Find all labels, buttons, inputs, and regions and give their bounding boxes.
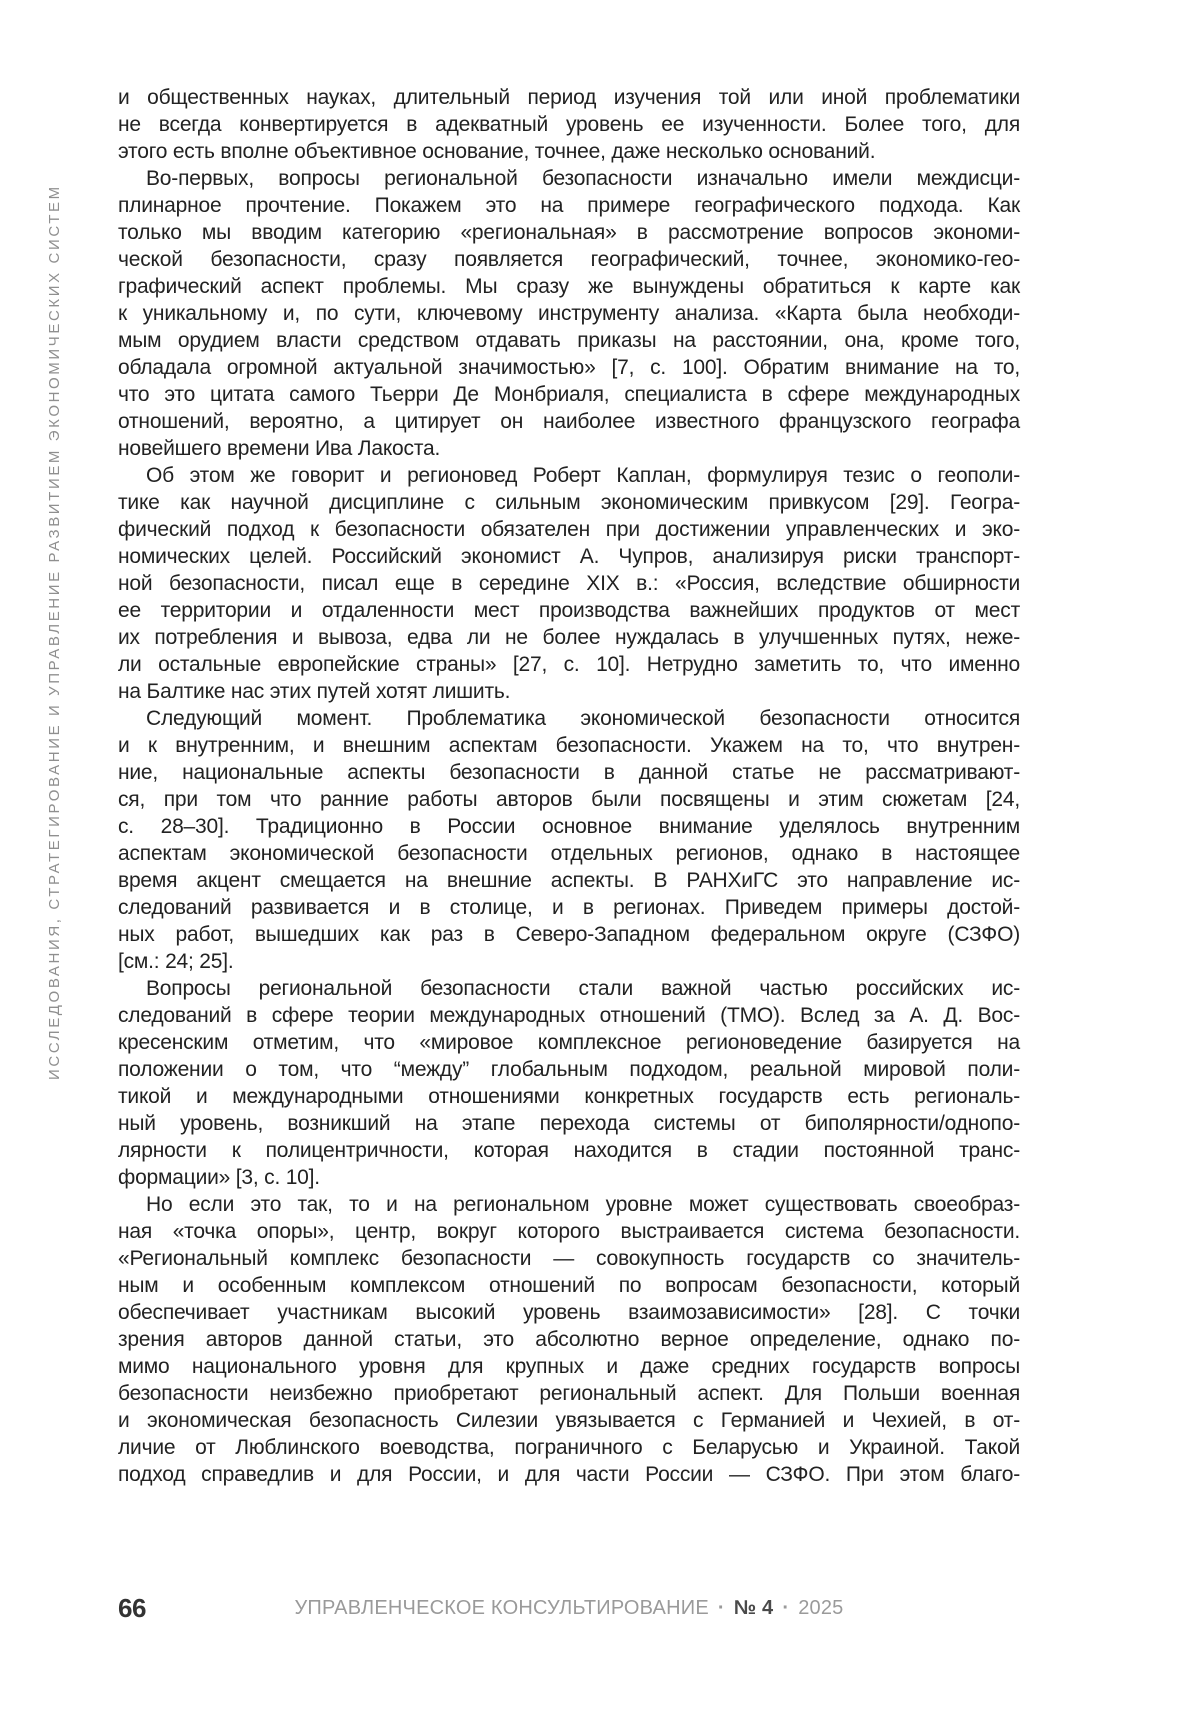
text-line: ной безопасности, писал еще в середине XIX в.: «Россия, вследствие обширности [118, 572, 1020, 595]
text-line: только мы вводим категорию «региональная» в рассмотрение вопросов экономи- [118, 221, 1020, 244]
text-line: этого есть вполне объективное основание, точнее, даже несколько оснований. [118, 140, 876, 163]
text-line: Но если это так, то и на региональном уровне может существовать своеобраз- [146, 1193, 1020, 1216]
text-line: Об этом же говорит и регионовед Роберт Каплан, формулируя тезис о геополи- [146, 464, 1020, 487]
text-line: формации» [3, с. 10]. [118, 1166, 320, 1189]
text-line: тике как научной дисциплине с сильным экономическим привкусом [29]. Геогра- [118, 491, 1020, 514]
text-line: безопасности неизбежно приобретают региональный аспект. Для Польши военная [118, 1382, 1020, 1405]
sidebar-rubric-label: ИССЛЕДОВАНИЯ, СТРАТЕГИРОВАНИЕ И УПРАВЛЕНИЕ РАЗВИТИЕМ ЭКОНОМИЧЕСКИХ СИСТЕМ [46, 184, 63, 1080]
text-line: подход справедлив и для России, и для части России — СЗФО. При этом благо- [118, 1463, 1020, 1486]
text-line: ли остальные европейские страны» [27, с. 10]. Нетрудно заметить то, что именно [118, 653, 1020, 676]
separator-dot: · [782, 1597, 790, 1619]
journal-title: УПРАВЛЕНЧЕСКОЕ КОНСУЛЬТИРОВАНИЕ [294, 1597, 709, 1619]
journal-issue: № 4 [733, 1597, 774, 1619]
text-line: не всегда конвертируется в адекватный уровень ее изученности. Более того, для [118, 113, 1020, 136]
text-line: ная «точка опоры», центр, вокруг которого выстраивается система безопасности. [118, 1220, 1020, 1243]
text-line: и общественных науках, длительный период изучения той или иной проблематики [118, 86, 1020, 109]
text-line: графический аспект проблемы. Мы сразу же вынуждены обратиться к карте как [118, 275, 1020, 298]
journal-year: 2025 [798, 1597, 844, 1619]
text-line: ние, национальные аспекты безопасности в данной статье не рассматривают- [118, 761, 1020, 784]
text-line: лярности к полицентричности, которая находится в стадии постоянной транс- [118, 1139, 1020, 1162]
text-line: аспектам экономической безопасности отдельных регионов, однако в настоящее [118, 842, 1020, 865]
text-line: зрения авторов данной статьи, это абсолютно верное определение, однако по- [118, 1328, 1020, 1351]
text-line: что это цитата самого Тьерри Де Монбриаля, специалиста в сфере международных [118, 383, 1020, 406]
text-line: время акцент смещается на внешние аспекты. В РАНХиГС это направление ис- [118, 869, 1020, 892]
text-line: плинарное прочтение. Покажем это на примере географического подхода. Как [118, 194, 1020, 217]
text-line: Следующий момент. Проблематика экономической безопасности относится [146, 707, 1020, 730]
text-line: ных работ, вышедших как раз в Северо-Западном федеральном округе (СЗФО) [118, 923, 1020, 946]
text-line: ческой безопасности, сразу появляется географический, точнее, экономико-гео- [118, 248, 1020, 271]
text-line: ным и особенным комплексом отношений по вопросам безопасности, который [118, 1274, 1020, 1297]
text-line: «Региональный комплекс безопасности — совокупность государств со значитель- [118, 1247, 1020, 1270]
article-text [118, 84, 1020, 1488]
text-line: личие от Люблинского воеводства, пограничного с Беларусью и Украиной. Такой [118, 1436, 1020, 1459]
text-line: кресенским отметим, что «мировое комплексное регионоведение базируется на [118, 1031, 1020, 1054]
text-line: фический подход к безопасности обязателен при достижении управленческих и эко- [118, 518, 1020, 541]
text-line: ный уровень, возникший на этапе перехода системы от биполярности/однопо- [118, 1112, 1020, 1135]
text-line: [см.: 24; 25]. [118, 950, 234, 973]
journal-footer-line [118, 1597, 1020, 1620]
text-line: мимо национального уровня для крупных и даже средних государств вопросы [118, 1355, 1020, 1378]
text-line: мым орудием власти средством отдавать приказы на расстоянии, она, кроме того, [118, 329, 1020, 352]
text-line: на Балтике нас этих путей хотят лишить. [118, 680, 511, 703]
text-line: положении о том, что “между” глобальным подходом, реальной мировой поли- [118, 1058, 1020, 1081]
paragraph [118, 84, 1020, 165]
text-line: новейшего времени Ива Лакоста. [118, 437, 441, 460]
text-line: ее территории и отдаленности мест производства важнейших продуктов от мест [118, 599, 1020, 622]
paragraph [118, 165, 1020, 462]
text-line: обладала огромной актуальной значимостью» [7, с. 100]. Обратим внимание на то, [118, 356, 1020, 379]
page-number: 66 [118, 1593, 146, 1623]
text-line: отношений, вероятно, а цитирует он наиболее известного французского географа [118, 410, 1020, 433]
page-footer [118, 1593, 1020, 1627]
separator-dot: · [717, 1597, 725, 1619]
text-line: и к внутренним, и внешним аспектам безопасности. Укажем на то, что внутрен- [118, 734, 1020, 757]
text-line: ся, при том что ранние работы авторов были посвящены и этим сюжетам [24, [118, 788, 1020, 811]
text-line: их потребления и вывоза, едва ли не более нуждалась в улучшенных путях, неже- [118, 626, 1020, 649]
text-line: к уникальному и, по сути, ключевому инструменту анализа. «Карта была необходи- [118, 302, 1020, 325]
text-line: следований в сфере теории международных отношений (ТМО). Вслед за А. Д. Вос- [118, 1004, 1020, 1027]
text-line: тикой и международными отношениями конкретных государств есть региональ- [118, 1085, 1020, 1108]
text-line: Во-первых, вопросы региональной безопасности изначально имели междисци- [146, 167, 1020, 190]
text-line: и экономическая безопасность Силезии увязывается с Германией и Чехией, в от- [118, 1409, 1020, 1432]
paragraph [118, 975, 1020, 1191]
text-line: обеспечивает участникам высокий уровень взаимозависимости» [28]. С точки [118, 1301, 1020, 1324]
text-line: Вопросы региональной безопасности стали важной частью российских ис- [146, 977, 1020, 1000]
paragraph [118, 462, 1020, 705]
paragraph [118, 705, 1020, 975]
text-line: с. 28–30]. Традиционно в России основное внимание уделялось внутренним [118, 815, 1020, 838]
text-line: номических целей. Российский экономист А. Чупров, анализируя риски транспорт- [118, 545, 1020, 568]
paragraph [118, 1191, 1020, 1488]
text-line: следований развивается и в столице, и в регионах. Приведем примеры достой- [118, 896, 1020, 919]
